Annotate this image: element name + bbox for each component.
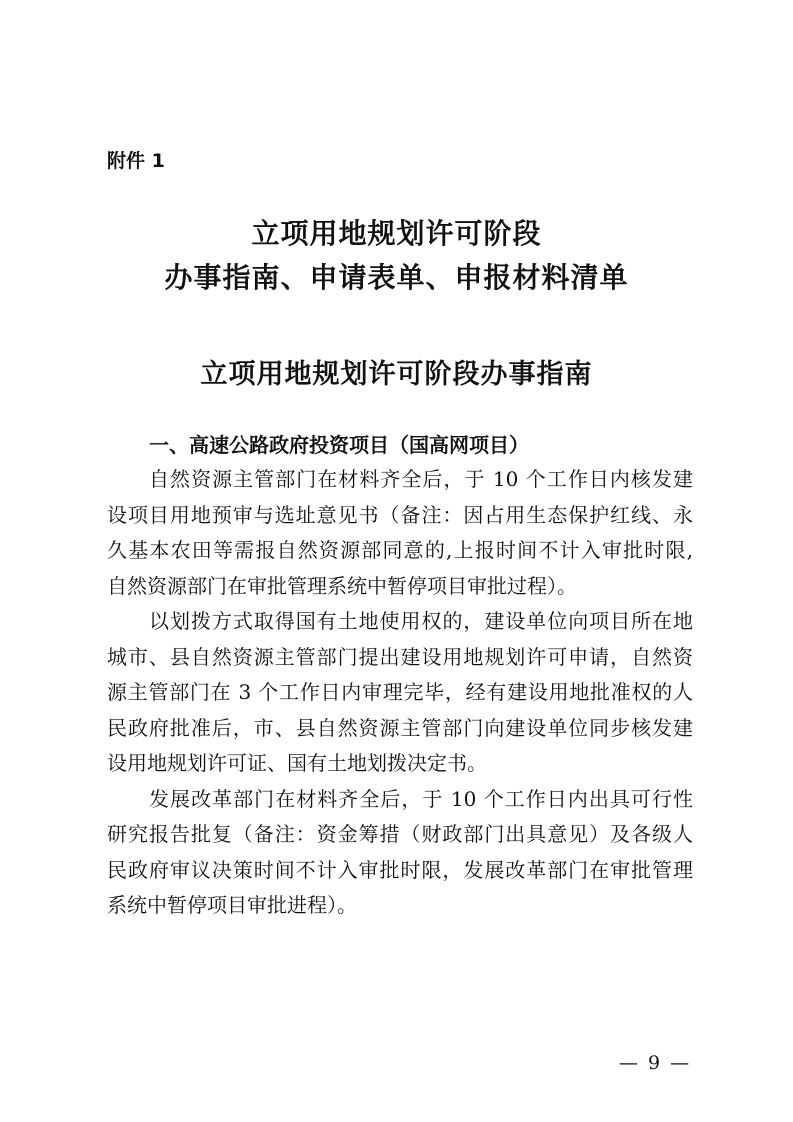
paragraph-line: 自然资源主管部门在材料齐全后，于 10 个工作日内核发建 [149,467,693,491]
document-title [0,212,793,300]
title-line: 立项用地规划许可阶段 [251,217,542,250]
paragraph-line: 研究报告批复（备注：资金筹措（财政部门出具意见）及各级人 [107,822,693,846]
paragraph-line: 设用地规划许可证、国有土地划拨决定书。 [107,751,487,775]
paragraph-line: 设项目用地预审与选址意见书（备注：因占用生态保护红线、永 [107,502,693,527]
document-body [107,428,693,924]
section-heading: 一、高速公路政府投资项目（国高网项目） [149,433,529,457]
title-line: 办事指南、申请表单、申报材料清单 [164,261,629,294]
paragraph-line: 自然资源部门在审批管理系统中暂停项目审批过程）。 [107,573,577,598]
section-title: 立项用地规划许可阶段办事指南 [200,359,593,390]
paragraph-line: 源主管部门在 3 个工作日内审理完毕，经有建设用地批准权的人 [107,680,693,704]
paragraph [107,604,693,782]
paragraph-line: 久基本农田等需报自然资源部同意的,上报时间不计入审批时限, [107,538,693,562]
attachment-label: 附件 1 [107,150,165,172]
paragraph-line: 系统中暂停项目审批进程）。 [107,893,357,917]
paragraph-line: 发展改革部门在材料齐全后，于 10 个工作日内出具可行性 [149,786,693,811]
page-number: — 9 — [618,1052,692,1074]
paragraph [107,462,693,604]
paragraph-line: 民政府审议决策时间不计入审批时限，发展改革部门在审批管理 [107,857,693,882]
paragraph-line: 以划拨方式取得国有土地使用权的，建设单位向项目所在地 [149,609,693,633]
paragraph-line: 民政府批准后，市、县自然资源主管部门向建设单位同步核发建 [107,715,693,740]
paragraph [107,782,693,924]
paragraph-line: 城市、县自然资源主管部门提出建设用地规划许可申请，自然资 [107,644,693,669]
